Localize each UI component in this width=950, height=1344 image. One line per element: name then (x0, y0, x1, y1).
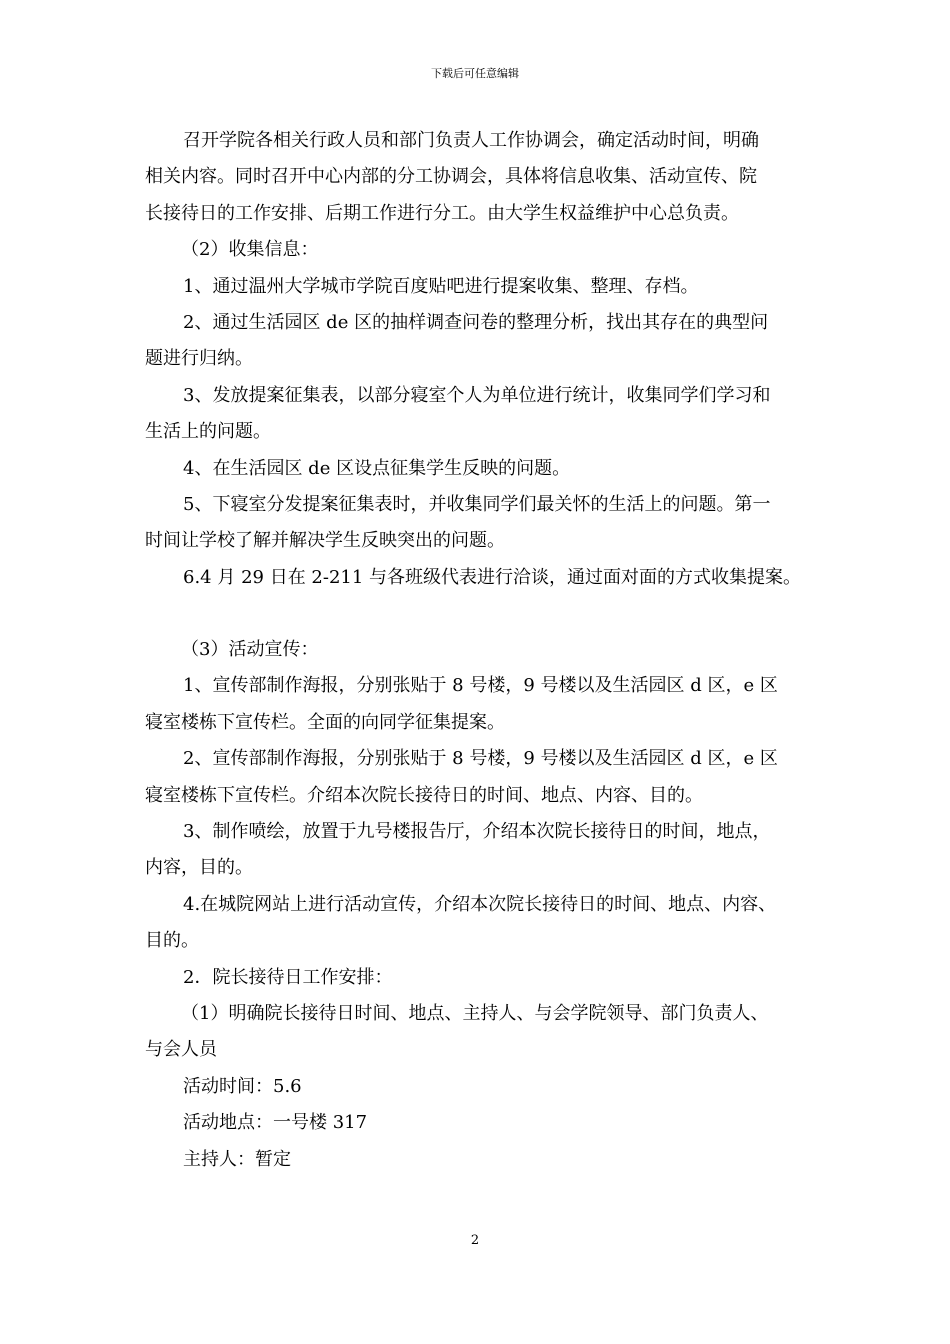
section-heading: （3）活动宣传： (181, 639, 319, 661)
list-item: 6.4 月 29 日在 2-211 与各班级代表进行洽谈，通过面对面的方式收集提案。 (183, 566, 802, 588)
activity-location: 活动地点：一号楼 317 (183, 1112, 368, 1134)
section-heading: 2．院长接待日工作安排： (183, 966, 393, 988)
list-item: 2、宣传部制作海报，分别张贴于 8 号楼，9 号楼以及生活园区 d 区，e 区 (183, 748, 778, 770)
list-item: 4.在城院网站上进行活动宣传，介绍本次院长接待日的时间、地点、内容、 (183, 893, 777, 915)
page-header: 下载后可任意编辑 (431, 67, 519, 80)
paragraph-line: 相关内容。同时召开中心内部的分工协调会，具体将信息收集、活动宣传、院 (145, 166, 757, 188)
subsection-heading: （1）明确院长接待日时间、地点、主持人、与会学院领导、部门负责人、 (181, 1002, 769, 1024)
list-item-continuation: 目的。 (145, 930, 199, 952)
list-item: 2、通过生活园区 de 区的抽样调查问卷的整理分析，找出其存在的典型问 (183, 311, 769, 333)
list-item: 1、宣传部制作海报，分别张贴于 8 号楼，9 号楼以及生活园区 d 区，e 区 (183, 675, 778, 697)
document-body (145, 123, 825, 1178)
list-item: 3、制作喷绘，放置于九号楼报告厅，介绍本次院长接待日的时间，地点， (183, 821, 771, 843)
list-item: 3、发放提案征集表，以部分寝室个人为单位进行统计，收集同学们学习和 (183, 384, 771, 406)
host: 主持人：暂定 (183, 1148, 291, 1170)
list-item-continuation: 寝室楼栋下宣传栏。介绍本次院长接待日的时间、地点、内容、目的。 (145, 784, 703, 806)
list-item: 1、通过温州大学城市学院百度贴吧进行提案收集、整理、存档。 (183, 275, 699, 297)
page-number: 2 (470, 1233, 480, 1248)
subsection-heading-continuation: 与会人员 (145, 1039, 217, 1061)
list-item-continuation: 题进行归纳。 (145, 348, 253, 370)
activity-time: 活动时间：5.6 (183, 1075, 302, 1097)
list-item-continuation: 时间让学校了解并解决学生反映突出的问题。 (145, 530, 505, 552)
list-item: 5、下寝室分发提案征集表时，并收集同学们最关怀的生活上的问题。第一 (183, 493, 771, 515)
blank-line (145, 596, 825, 632)
paragraph-line: 召开学院各相关行政人员和部门负责人工作协调会，确定活动时间，明确 (183, 130, 759, 151)
list-item-continuation: 内容，目的。 (145, 857, 253, 879)
list-item-continuation: 生活上的问题。 (145, 421, 271, 443)
section-heading: （2）收集信息： (181, 239, 319, 261)
list-item-continuation: 寝室楼栋下宣传栏。全面的向同学征集提案。 (145, 711, 505, 733)
paragraph-line: 长接待日的工作安排、后期工作进行分工。由大学生权益维护中心总负责。 (145, 202, 739, 224)
list-item: 4、在生活园区 de 区设点征集学生反映的问题。 (183, 457, 571, 479)
